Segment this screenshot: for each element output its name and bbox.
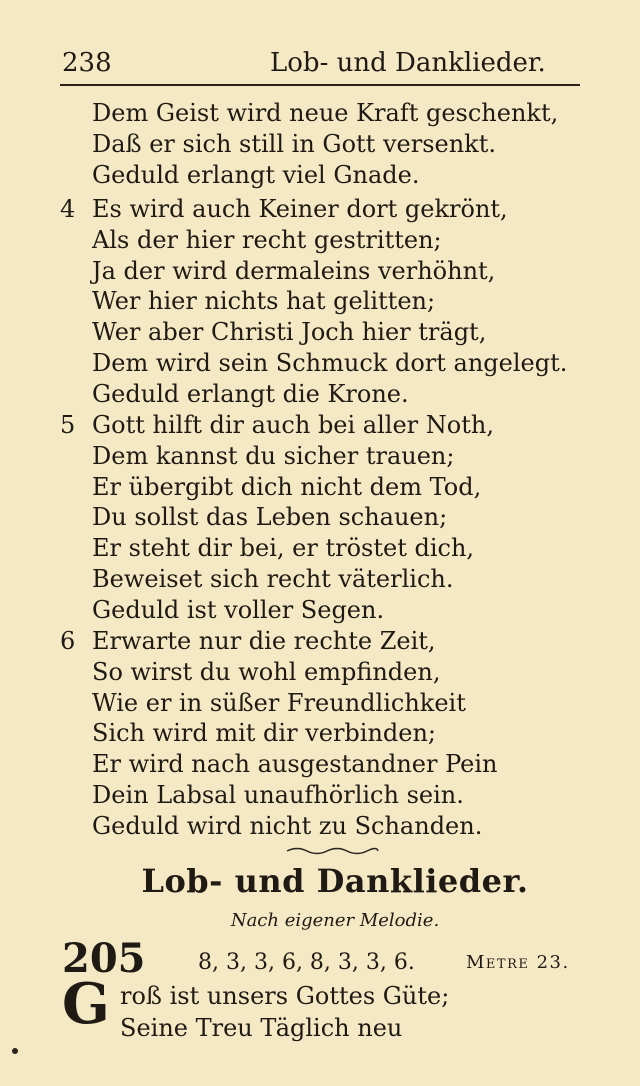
stanza-5 xyxy=(60,410,620,626)
page-number: 238 xyxy=(62,48,112,78)
verse-line: Dem Geist wird neue Kraft geschenkt, xyxy=(92,99,559,127)
verse-line: 5 Gott hilft dir auch bei aller Noth, xyxy=(60,411,494,439)
verse-line: Geduld wird nicht zu Schanden. xyxy=(92,811,483,840)
verse-line: Sich wird mit dir verbinden; xyxy=(92,719,437,748)
verse-line: Er wird nach ausgestandner Pein xyxy=(92,750,498,779)
verse-line: So wirst du wohl empfinden, xyxy=(92,657,441,686)
stanza-number: 4 xyxy=(60,195,76,223)
verse-line: Als der hier recht gestritten; xyxy=(92,225,442,254)
tune-indication: Nach eigener Melodie. xyxy=(230,910,440,931)
verse-line: Dem kannst du sicher trauen; xyxy=(92,441,455,470)
ink-speck xyxy=(12,1048,18,1054)
verse-line: Wie er in süßer Freundlichkeit xyxy=(92,688,466,717)
hymn-number: 205 xyxy=(62,935,146,982)
ornament-rule-icon xyxy=(285,846,380,856)
verse-line: Geduld erlangt viel Gnade. xyxy=(92,160,420,189)
stanza-4 xyxy=(60,194,620,410)
page-header xyxy=(60,44,580,86)
verse-line: Du sollst das Leben schauen; xyxy=(92,503,448,532)
verse-line: Dem wird sein Schmuck dort angelegt. xyxy=(92,348,568,377)
stanza-number: 5 xyxy=(60,411,76,439)
verse-line: Er steht dir bei, er tröstet dich, xyxy=(92,534,475,563)
verse-line: Seine Treu Täglich neu xyxy=(120,1014,403,1042)
verse-line: Er übergibt dich nicht dem Tod, xyxy=(92,472,482,501)
verse-line: Ja der wird dermaleins verhöhnt, xyxy=(92,256,496,285)
stanza-number: 6 xyxy=(60,627,76,655)
drop-cap: G xyxy=(62,971,110,1037)
verse-line: Daß er sich still in Gott versenkt. xyxy=(92,129,496,158)
verse-line: 6 Erwarte nur die rechte Zeit, xyxy=(60,627,436,655)
verse-line: Geduld ist voller Segen. xyxy=(92,595,385,624)
verse-line: Wer aber Christi Joch hier trägt, xyxy=(92,318,487,347)
verse-line: Wer hier nichts hat gelitten; xyxy=(92,287,436,316)
meter-label: Metre 23. xyxy=(466,952,570,973)
stanza-6 xyxy=(60,626,620,842)
verse-line: Geduld erlangt die Krone. xyxy=(92,379,409,408)
hymn-opening xyxy=(120,980,620,1044)
stanza-continuation xyxy=(60,98,620,190)
verse-line: roß ist unsers Gottes Güte; xyxy=(120,982,450,1010)
section-title: Lob- und Danklieder. xyxy=(141,862,529,900)
running-title: Lob- und Danklieder. xyxy=(270,48,546,78)
meter-pattern: 8, 3, 3, 6, 8, 3, 3, 6. xyxy=(198,950,415,975)
verse-line: Dein Labsal unaufhörlich sein. xyxy=(92,780,464,809)
verse-line: Beweiset sich recht väterlich. xyxy=(92,564,454,593)
verse-line: 4 Es wird auch Keiner dort gekrönt, xyxy=(60,195,508,223)
